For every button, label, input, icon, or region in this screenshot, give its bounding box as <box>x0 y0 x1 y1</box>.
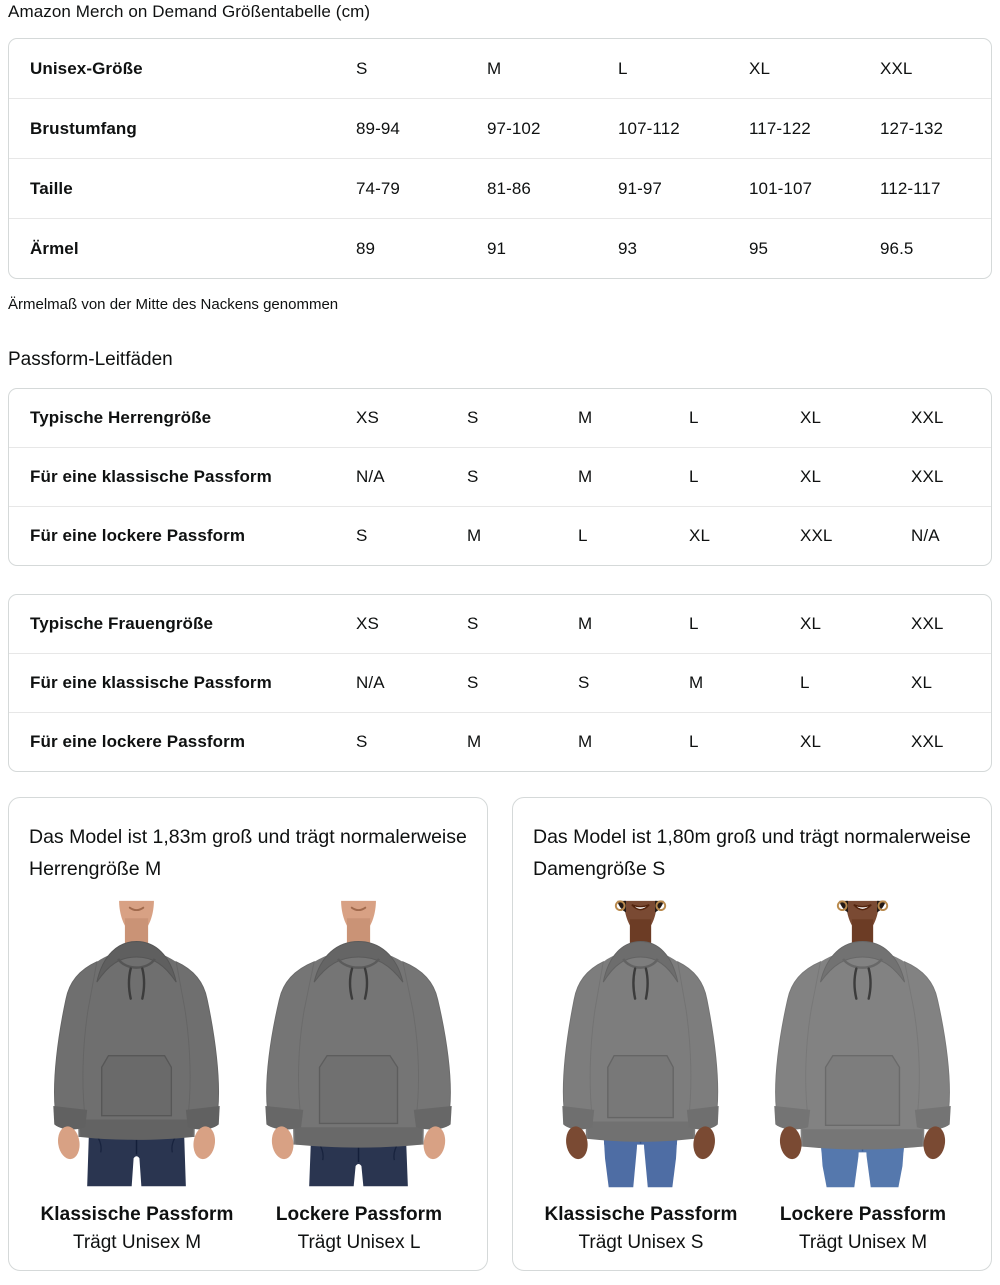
model-figure <box>29 897 245 1254</box>
size-value: M <box>487 58 502 78</box>
size-value: XL <box>800 732 821 751</box>
size-value: XL <box>911 673 932 692</box>
size-value: N/A <box>356 673 385 692</box>
size-value: 112-117 <box>880 178 941 198</box>
size-value: XXL <box>800 526 833 545</box>
size-value: 89-94 <box>356 118 400 138</box>
size-chart-page <box>0 2 1000 1273</box>
size-value: 89 <box>356 238 376 258</box>
page-title: Amazon Merch on Demand Größentabelle (cm) <box>8 2 371 21</box>
row-label: Unisex-Größe <box>30 58 143 78</box>
fit-label: Lockere Passform <box>779 1204 947 1225</box>
table-row <box>9 447 991 506</box>
size-value: XXL <box>911 408 944 427</box>
size-value: L <box>578 526 588 545</box>
size-value: S <box>578 673 590 692</box>
model-cards <box>8 797 992 1271</box>
size-value: 97-102 <box>487 118 541 138</box>
size-value: 74-79 <box>356 178 400 198</box>
model-photo <box>755 897 971 1195</box>
fit-label: Klassische Passform <box>544 1204 738 1225</box>
size-value: M <box>467 732 482 751</box>
size-value: S <box>356 526 368 545</box>
model-figure <box>251 897 467 1254</box>
size-value: XL <box>800 614 821 633</box>
table-row <box>9 595 991 653</box>
size-value: 127-132 <box>880 118 944 138</box>
size-label: Trägt Unisex M <box>72 1232 202 1253</box>
model-description: Das Model ist 1,80m groß und trägt normalerweise Damengröße S <box>533 826 971 880</box>
size-label: Trägt Unisex L <box>297 1232 421 1253</box>
sleeve-measure-note: Ärmelmaß von der Mitte des Nackens genommen <box>8 296 339 313</box>
size-value: XXL <box>911 732 944 751</box>
size-value: 95 <box>749 238 769 258</box>
model-figure <box>755 897 971 1254</box>
unisex-size-table <box>8 38 992 279</box>
size-value: M <box>578 614 593 633</box>
size-value: 107-112 <box>618 118 680 138</box>
size-value: 96.5 <box>880 238 914 258</box>
row-label: Für eine klassische Passform <box>30 467 272 486</box>
table-row <box>9 506 991 565</box>
size-value: XL <box>800 408 821 427</box>
size-value: L <box>689 732 699 751</box>
size-value: 91 <box>487 238 507 258</box>
size-value: L <box>800 673 810 692</box>
row-label: Ärmel <box>30 238 79 258</box>
size-value: S <box>356 732 368 751</box>
size-value: M <box>689 673 704 692</box>
table-row <box>9 39 991 98</box>
figure-row <box>533 897 971 1254</box>
model-description: Das Model ist 1,83m groß und trägt normalerweise Herrengröße M <box>29 826 467 880</box>
size-label: Trägt Unisex M <box>798 1232 928 1253</box>
row-label: Taille <box>30 178 73 198</box>
row-label: Brustumfang <box>30 118 137 138</box>
model-card <box>512 797 992 1271</box>
table-row <box>9 158 991 218</box>
table-row <box>9 98 991 158</box>
fit-guides-heading: Passform-Leitfäden <box>8 349 173 370</box>
table-row <box>9 218 991 278</box>
size-value: S <box>467 673 479 692</box>
fit-label: Lockere Passform <box>275 1204 443 1225</box>
figure-row <box>29 897 467 1254</box>
row-label: Für eine lockere Passform <box>30 526 246 545</box>
size-value: M <box>467 526 482 545</box>
mens-fit-table <box>8 388 992 566</box>
size-value: M <box>578 408 593 427</box>
model-photo <box>29 897 245 1195</box>
model-photo <box>251 897 467 1195</box>
size-value: M <box>578 732 593 751</box>
size-value: M <box>578 467 593 486</box>
table-row <box>9 712 991 771</box>
size-value: S <box>467 467 479 486</box>
model-photo <box>533 897 749 1195</box>
fit-label: Klassische Passform <box>40 1204 234 1225</box>
size-value: 117-122 <box>749 118 811 138</box>
size-value: S <box>467 614 479 633</box>
model-card <box>8 797 488 1271</box>
size-value: L <box>689 408 699 427</box>
size-value: 81-86 <box>487 178 531 198</box>
size-value: L <box>618 58 628 78</box>
size-value: XL <box>800 467 821 486</box>
row-label: Für eine klassische Passform <box>30 673 272 692</box>
womens-fit-table <box>8 594 992 772</box>
size-value: 101-107 <box>749 178 813 198</box>
size-value: 93 <box>618 238 638 258</box>
row-label: Für eine lockere Passform <box>30 732 246 751</box>
size-value: XL <box>689 526 710 545</box>
size-value: XXL <box>911 467 944 486</box>
size-value: XXL <box>911 614 944 633</box>
table-row <box>9 389 991 447</box>
size-value: L <box>689 614 699 633</box>
size-value: N/A <box>911 526 940 545</box>
size-value: XXL <box>880 58 913 78</box>
size-value: XS <box>356 614 379 633</box>
size-value: XS <box>356 408 379 427</box>
size-value: S <box>356 58 368 78</box>
model-figure <box>533 897 749 1254</box>
row-label: Typische Frauengröße <box>30 614 214 633</box>
size-value: 91-97 <box>618 178 662 198</box>
size-value: XL <box>749 58 770 78</box>
table-row <box>9 653 991 712</box>
size-label: Trägt Unisex S <box>578 1232 704 1253</box>
size-value: S <box>467 408 479 427</box>
size-value: L <box>689 467 699 486</box>
size-value: N/A <box>356 467 385 486</box>
row-label: Typische Herrengröße <box>30 408 212 427</box>
